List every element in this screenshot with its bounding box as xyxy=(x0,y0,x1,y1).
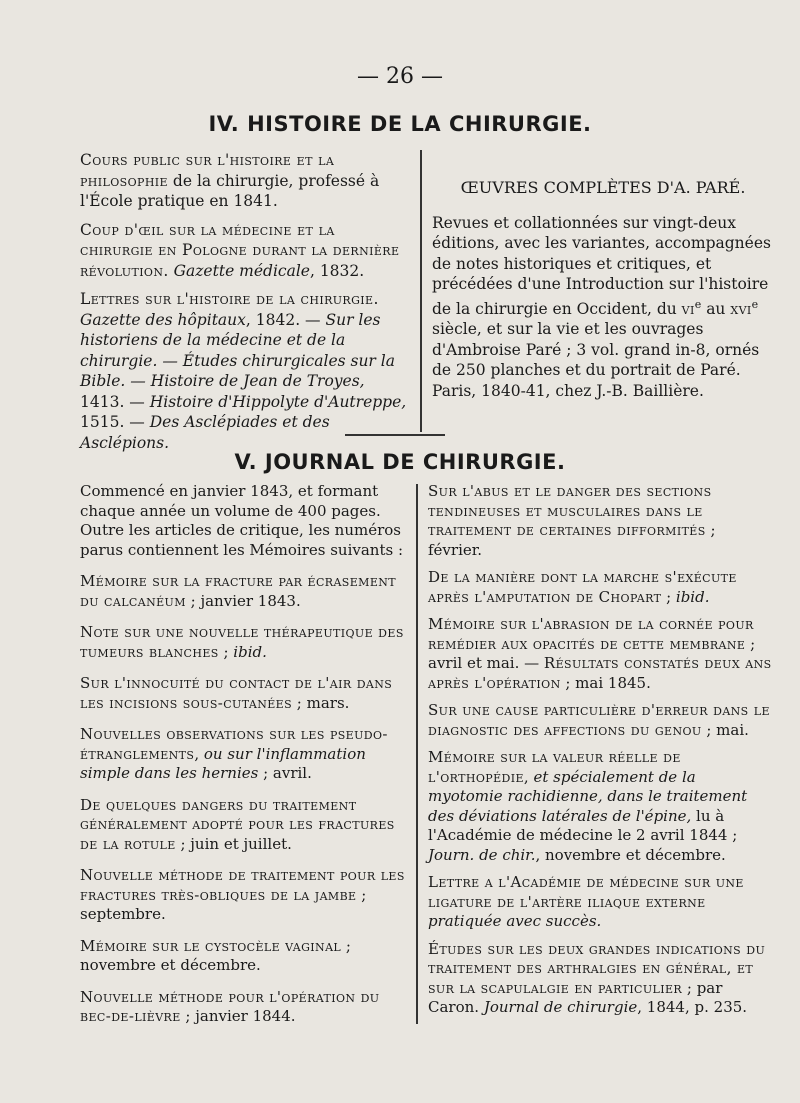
pare-heading: ŒUVRES COMPLÈTES D'A. PARÉ. xyxy=(460,178,746,197)
entry-cystocele: Mémoire sur le cystocèle vaginal ; novembre et décembre. xyxy=(80,936,351,974)
entry-lettres: Lettres sur l'histoire de la chirurgie. Gazette des hôpitaux, 1842. — Sur les historiens de la médecine et de la chirurgie. — Études chirurgicales sur la Bible. — Histoire de Jean de Troyes, 1413. — Histoire d'Hippolyte d'Autreppe, 1515. — Des Asclépiades et des Asclépions. xyxy=(80,290,407,452)
entry-innocuite: Sur l'innocuité du contact de l'air dans les incisions sous-cutanées ; mars. xyxy=(80,674,393,712)
section5-right-column xyxy=(428,482,774,1026)
section-title-histoire: IV. HISTOIRE DE LA CHIRURGIE. xyxy=(208,112,592,136)
entry-abrasion-cornee: Mémoire sur l'abrasion de la cornée pour remédier aux opacités de cette membrane ; avril et mai. — Résultats constatés deux ans après l'opération ; mai 1845. xyxy=(428,615,772,692)
entry-chopart: De la manière dont la marche s'exécute après l'amputation de Chopart ; ibid. xyxy=(428,568,737,606)
page-number: — 26 — xyxy=(357,64,443,89)
section-title-journal: V. JOURNAL DE CHIRURGIE. xyxy=(234,450,566,474)
entry-cours-public: Cours public sur l'histoire et la philosophie de la chirurgie, professé à l'École pratique en 1841. xyxy=(80,151,380,210)
entry-orthopedie: Mémoire sur la valeur réelle de l'orthopédie, et spécialement de la myotomie rachidienne, dans le traitement des déviations latérales de l'épine, lu à l'Académie de médecine le 2 avril 1844 ; Journ. de chir., novembre et décembre. xyxy=(428,748,748,864)
column-divider xyxy=(420,150,422,432)
entry-bec-de-lievre: Nouvelle méthode pour l'opération du bec-de-lièvre ; janvier 1844. xyxy=(80,987,380,1025)
section-separator xyxy=(345,434,445,436)
entry-coup-doeil: Coup d'œil sur la médecine et la chirurgie en Pologne durant la dernière révolution. Gazette médicale, 1832. xyxy=(80,220,400,280)
entry-sections-tendineuses: Sur l'abus et le danger des sections tendineuses et musculaires dans le traitement de certaines difformités ; février. xyxy=(428,482,716,559)
section5-left-column xyxy=(80,482,410,1039)
entry-tumeurs-blanches: Note sur une nouvelle thérapeutique des tumeurs blanches ; ibid. xyxy=(80,623,404,661)
section4-left-column xyxy=(80,150,410,461)
entry-rotule: De quelques dangers du traitement généralement adopté pour les fractures de la rotule ; juin et juillet. xyxy=(80,795,395,853)
column-divider-journal xyxy=(416,484,418,1024)
entry-arthralgies: Études sur les deux grandes indications du traitement des arthralgies en général, et sur la scapulalgie en particulier ; par Caron. Journal de chirurgie, 1844, p. 235. xyxy=(428,939,766,1016)
journal-intro: Commencé en janvier 1843, et formant chaque année un volume de 400 pages. Outre les articles de critique, les numéros parus contiennent les Mémoires suivants : xyxy=(80,482,404,559)
pare-description: Revues et collationnées sur vingt-deux éditions, avec les variantes, accompagnées de notes historiques et critiques, et précédées d'une Introduction sur l'histoire de la chirurgie en Occident, du $vi^e$ au xvi$^e$ siècle, et sur la vie et les ouvrages d'Ambroise Paré ; 3 vol. grand in-8, ornés de 250 planches et du portrait de Paré. Paris, 1840-41, chez J.-B. Baillière. xyxy=(432,213,771,400)
entry-pseudo-etranglements: Nouvelles observations sur les pseudo-étranglements, ou sur l'inflammation simple dans les hernies ; avril. xyxy=(80,725,388,782)
entry-ligature-iliaque: Lettre a l'Académie de médecine sur une ligature de l'artère iliaque externe pratiquée avec succès. xyxy=(428,873,744,930)
entry-jambe: Nouvelle méthode de traitement pour les fractures très-obliques de la jambe ; septembre. xyxy=(80,866,405,923)
entry-genou: Sur une cause particulière d'erreur dans le diagnostic des affections du genou ; mai. xyxy=(428,701,770,739)
entry-calcaneum: Mémoire sur la fracture par écrasement du calcanéum ; janvier 1843. xyxy=(80,572,397,610)
section4-right-column xyxy=(432,178,774,409)
